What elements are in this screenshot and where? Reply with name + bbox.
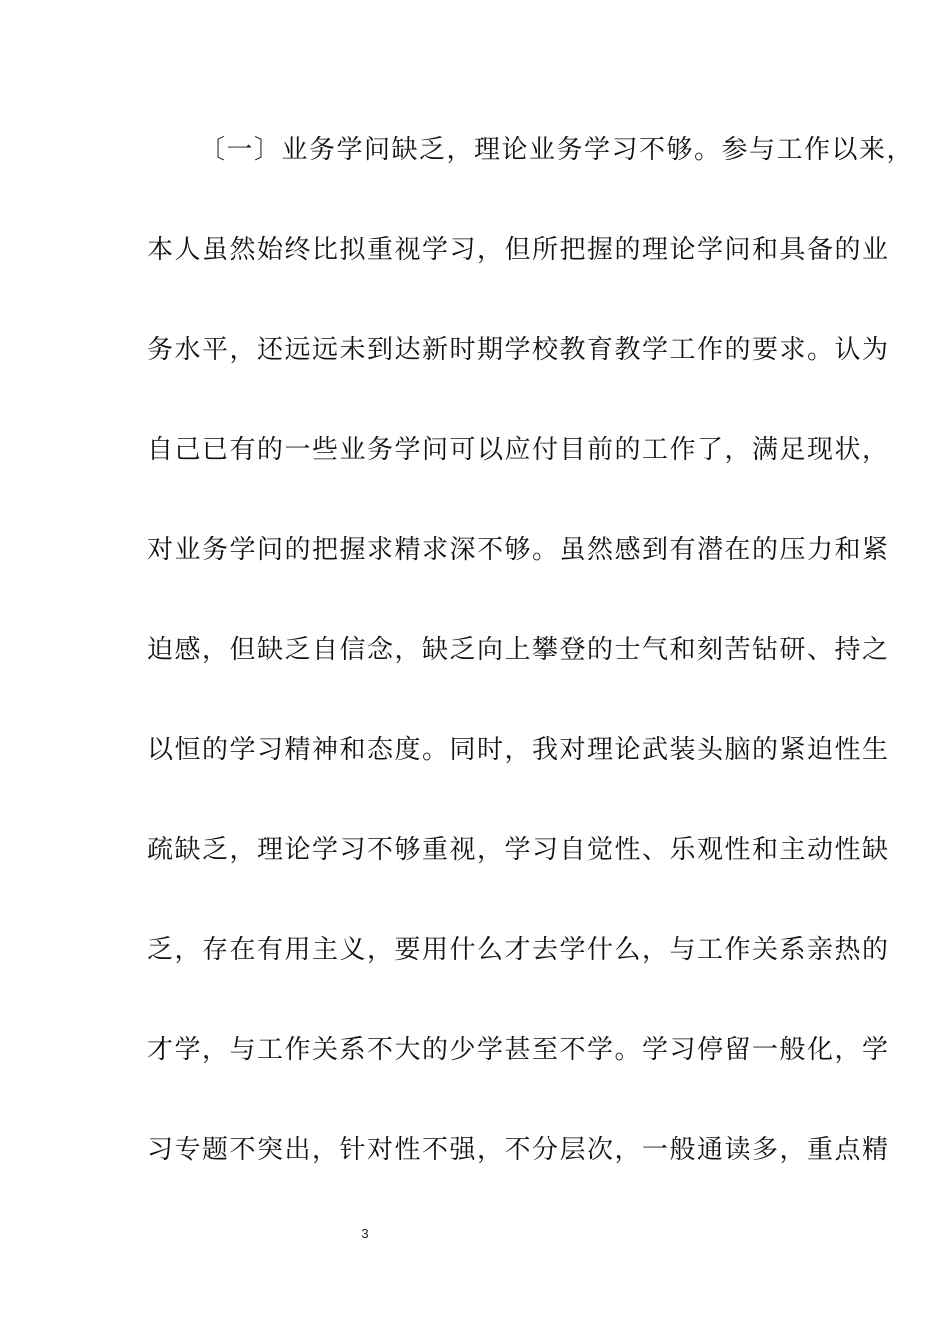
paragraph-line: 自己已有的一些业务学问可以应付目前的工作了，满足现状， bbox=[147, 435, 890, 465]
paragraph-line: 迫感，但缺乏自信念，缺乏向上攀登的士气和刻苦钻研、持之 bbox=[147, 635, 890, 665]
page-number: 3 bbox=[361, 1226, 369, 1241]
paragraph-line: 乏，存在有用主义，要用什么才去学什么，与工作关系亲热的 bbox=[147, 935, 890, 965]
paragraph-line: 〔一〕业务学问缺乏，理论业务学习不够。参与工作以来， bbox=[199, 135, 915, 165]
paragraph-line: 本人虽然始终比拟重视学习，但所把握的理论学问和具备的业 bbox=[147, 235, 890, 265]
paragraph-line: 务水平，还远远未到达新时期学校教育教学工作的要求。认为 bbox=[147, 335, 890, 365]
paragraph-line: 习专题不突出，针对性不强，不分层次，一般通读多，重点精 bbox=[147, 1135, 890, 1165]
paragraph-line: 疏缺乏，理论学习不够重视，学习自觉性、乐观性和主动性缺 bbox=[147, 835, 890, 865]
paragraph-line: 才学，与工作关系不大的少学甚至不学。学习停留一般化，学 bbox=[147, 1035, 890, 1065]
paragraph-line: 以恒的学习精神和态度。同时，我对理论武装头脑的紧迫性生 bbox=[147, 735, 890, 765]
paragraph-line: 对业务学问的把握求精求深不够。虽然感到有潜在的压力和紧 bbox=[147, 535, 890, 565]
